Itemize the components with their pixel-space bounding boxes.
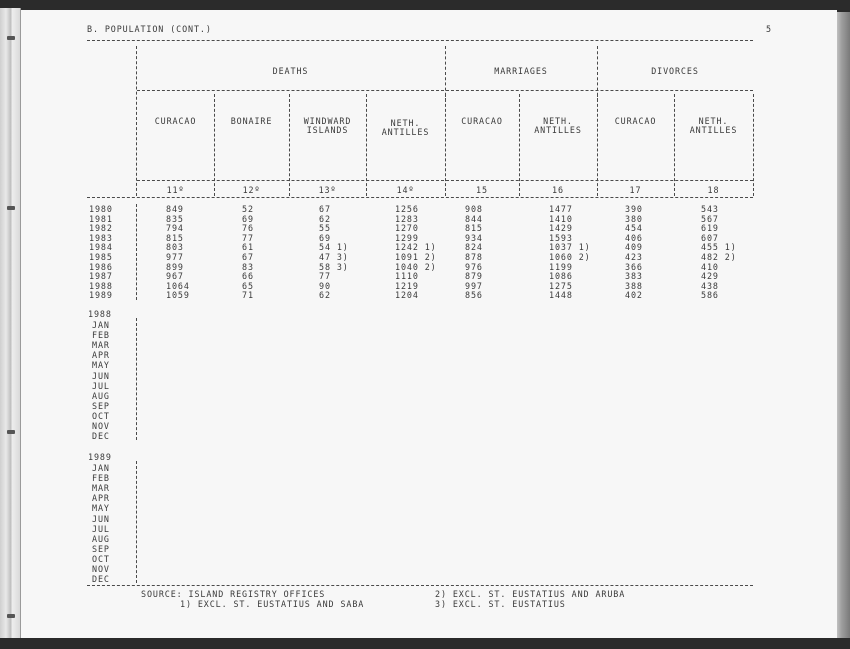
monthly-block-year: 1989: [88, 452, 112, 462]
row-month: NOV: [92, 564, 110, 574]
group-label-marriages: MARRIAGES: [494, 66, 548, 76]
row-month: DEC: [92, 574, 110, 585]
table-cell: 76: [242, 223, 254, 234]
row-month: JUN: [92, 370, 110, 381]
table-cell: 543: [701, 204, 719, 214]
table-cell: 1283: [395, 213, 419, 224]
group-subrule: [137, 90, 753, 91]
table-cell: 454: [625, 223, 643, 234]
table-cell: 380: [625, 213, 643, 224]
table-cell: 67: [242, 252, 254, 262]
footnote-3: 3) EXCL. ST. EUSTATIUS: [435, 599, 566, 609]
table-cell: 366: [625, 261, 643, 272]
table-cell: 849: [166, 204, 184, 214]
row-month: OCT: [92, 553, 110, 564]
table-cell: 879: [465, 271, 483, 282]
table-cell: 619: [701, 223, 719, 234]
table-cell: 52: [242, 204, 254, 214]
row-month: SEP: [92, 400, 110, 411]
row-month: OCT: [92, 410, 110, 421]
column-header-deaths-curacao: CURACAO: [154, 116, 197, 126]
table-cell: 388: [625, 280, 643, 291]
binding-ring: [7, 36, 15, 40]
table-cell: 967: [166, 271, 184, 282]
table-cell: 69: [242, 213, 254, 224]
header-bottom-rule: [87, 197, 753, 198]
column-code: 16: [552, 185, 564, 195]
row-month: AUG: [92, 390, 110, 401]
scan-bottom-border: [0, 639, 850, 649]
table-cell: 1037 1): [549, 242, 591, 253]
column-header-marriages-curacao: CURACAO: [461, 116, 503, 126]
scan-top-border: [0, 0, 850, 10]
table-cell: 65: [242, 280, 254, 291]
column-code: 14º: [396, 185, 415, 195]
table-cell: 406: [625, 232, 643, 243]
column-header-deaths-windward-line1: WINDWARD: [303, 116, 352, 126]
table-cell: 77: [242, 232, 254, 243]
column-code: 11º: [166, 185, 185, 195]
row-month: FEB: [92, 473, 110, 484]
column-header-divorces-neth-line1: NETH.: [698, 116, 729, 126]
table-cell: 61: [242, 242, 254, 253]
column-code: 13º: [318, 185, 337, 195]
table-cell: 410: [701, 261, 719, 272]
table-cell: 1242 1): [395, 242, 437, 253]
table-cell: 977: [166, 252, 184, 262]
column-code: 12º: [242, 185, 261, 195]
column-header-deaths-neth-line2: ANTILLES: [381, 127, 430, 137]
table-cell: 67: [319, 204, 331, 214]
table-cell: 1593: [549, 232, 573, 243]
table-cell: 1091 2): [395, 252, 437, 262]
bottom-rule: [87, 585, 753, 586]
table-cell: 607: [701, 232, 719, 243]
table-cell: 62: [319, 213, 331, 224]
table-cell: 90: [319, 280, 331, 291]
table-cell: 899: [166, 261, 184, 272]
table-cell: 1086: [549, 271, 573, 282]
table-cell: 803: [166, 242, 184, 253]
column-separator: [753, 94, 754, 196]
table-cell: 429: [701, 271, 719, 282]
document-page: [21, 10, 837, 638]
table-cell: 1275: [549, 280, 573, 291]
table-cell: 66: [242, 271, 254, 282]
row-year: 1982: [89, 223, 113, 234]
row-month: FEB: [92, 330, 110, 341]
table-cell: 58 3): [319, 261, 349, 272]
column-header-divorces-curacao: CURACAO: [614, 116, 657, 126]
binding-ring: [7, 206, 15, 210]
table-cell: 1477: [549, 204, 573, 214]
table-cell: 390: [625, 204, 643, 214]
table-cell: 908: [465, 204, 483, 214]
column-header-marriages-neth-line1: NETH.: [543, 116, 573, 126]
table-cell: 586: [701, 290, 719, 301]
column-header-deaths-bonaire: BONAIRE: [230, 116, 273, 126]
stub-separator: [136, 318, 137, 440]
table-cell: 1270: [395, 223, 419, 234]
table-cell: 482 2): [701, 252, 737, 262]
table-cell: 1204: [395, 290, 419, 301]
table-cell: 835: [166, 213, 184, 224]
group-label-deaths: DEATHS: [272, 66, 309, 76]
section-title: B. POPULATION (CONT.): [87, 24, 212, 34]
table-cell: 47 3): [319, 252, 349, 262]
table-cell: 1299: [395, 232, 419, 243]
table-cell: 55: [319, 223, 331, 234]
table-cell: 567: [701, 213, 719, 224]
row-year: 1981: [89, 213, 113, 224]
table-cell: 1110: [395, 271, 419, 282]
row-year: 1985: [89, 252, 113, 262]
row-year: 1984: [89, 242, 113, 253]
source-note: SOURCE: ISLAND REGISTRY OFFICES: [141, 589, 326, 599]
table-cell: 1219: [395, 280, 419, 291]
binding-ring: [7, 430, 15, 434]
table-cell: 934: [465, 232, 483, 243]
table-cell: 1064: [166, 280, 190, 291]
table-cell: 1059: [166, 290, 190, 301]
table-cell: 1429: [549, 223, 573, 234]
footnote-1: 1) EXCL. ST. EUSTATIUS AND SABA: [180, 599, 365, 609]
binding-ring: [7, 614, 15, 618]
table-cell: 997: [465, 280, 483, 291]
table-cell: 1448: [549, 290, 573, 301]
column-header-deaths-neth-line1: NETH.: [390, 118, 421, 128]
table-cell: 844: [465, 213, 483, 224]
column-code: 18: [707, 185, 720, 195]
table-cell: 815: [166, 232, 184, 243]
table-cell: 794: [166, 223, 184, 234]
row-month: JUL: [92, 380, 110, 391]
row-month: DEC: [92, 431, 110, 442]
row-month: JUL: [92, 523, 110, 534]
table-cell: 62: [319, 290, 331, 301]
stub-separator: [136, 461, 137, 583]
row-year: 1988: [89, 280, 113, 291]
table-cell: 1199: [549, 261, 573, 272]
column-code: 15: [476, 185, 488, 195]
row-year: 1980: [89, 204, 113, 214]
column-header-divorces-neth-line2: ANTILLES: [689, 125, 738, 135]
row-month: NOV: [92, 421, 110, 431]
table-cell: 1256: [395, 204, 419, 214]
row-month: SEP: [92, 543, 110, 554]
table-cell: 856: [465, 290, 483, 301]
table-cell: 455 1): [701, 242, 737, 253]
row-month: JUN: [92, 513, 110, 524]
table-cell: 77: [319, 271, 331, 282]
row-year: 1986: [89, 261, 113, 272]
table-cell: 69: [319, 232, 331, 243]
row-month: MAR: [92, 483, 110, 494]
row-month: APR: [92, 350, 110, 361]
row-year: 1989: [89, 290, 113, 301]
row-month: AUG: [92, 533, 110, 544]
table-cell: 438: [701, 280, 719, 291]
row-month: JAN: [92, 463, 110, 473]
row-month: MAY: [92, 360, 110, 371]
table-cell: 976: [465, 261, 483, 272]
page-edge: [836, 12, 850, 638]
row-month: APR: [92, 493, 110, 504]
column-code: 17: [629, 185, 642, 195]
table-cell: 815: [465, 223, 483, 234]
table-cell: 54 1): [319, 242, 349, 253]
row-month: JAN: [92, 320, 110, 330]
row-year: 1987: [89, 271, 113, 282]
row-month: MAY: [92, 503, 110, 514]
table-cell: 83: [242, 261, 254, 272]
top-rule: [87, 40, 753, 41]
table-cell: 409: [625, 242, 643, 253]
book-binding: [0, 8, 21, 638]
stub-separator: [136, 204, 137, 300]
table-cell: 71: [242, 290, 254, 301]
table-cell: 1060 2): [549, 252, 591, 262]
table-cell: 1410: [549, 213, 573, 224]
table-cell: 1040 2): [395, 261, 437, 272]
table-cell: 824: [465, 242, 483, 253]
page-number: 5: [766, 24, 772, 34]
group-label-divorces: DIVORCES: [651, 66, 699, 76]
monthly-block-year: 1988: [88, 309, 112, 319]
column-header-marriages-neth-line2: ANTILLES: [534, 125, 582, 135]
table-cell: 878: [465, 252, 483, 262]
column-header-deaths-windward-line2: ISLANDS: [306, 125, 349, 135]
codes-rule: [137, 180, 753, 181]
table-cell: 402: [625, 290, 643, 301]
table-cell: 423: [625, 252, 643, 262]
table-cell: 383: [625, 271, 643, 282]
row-year: 1983: [89, 232, 113, 243]
row-month: MAR: [92, 340, 110, 351]
footnote-2: 2) EXCL. ST. EUSTATIUS AND ARUBA: [435, 589, 626, 599]
